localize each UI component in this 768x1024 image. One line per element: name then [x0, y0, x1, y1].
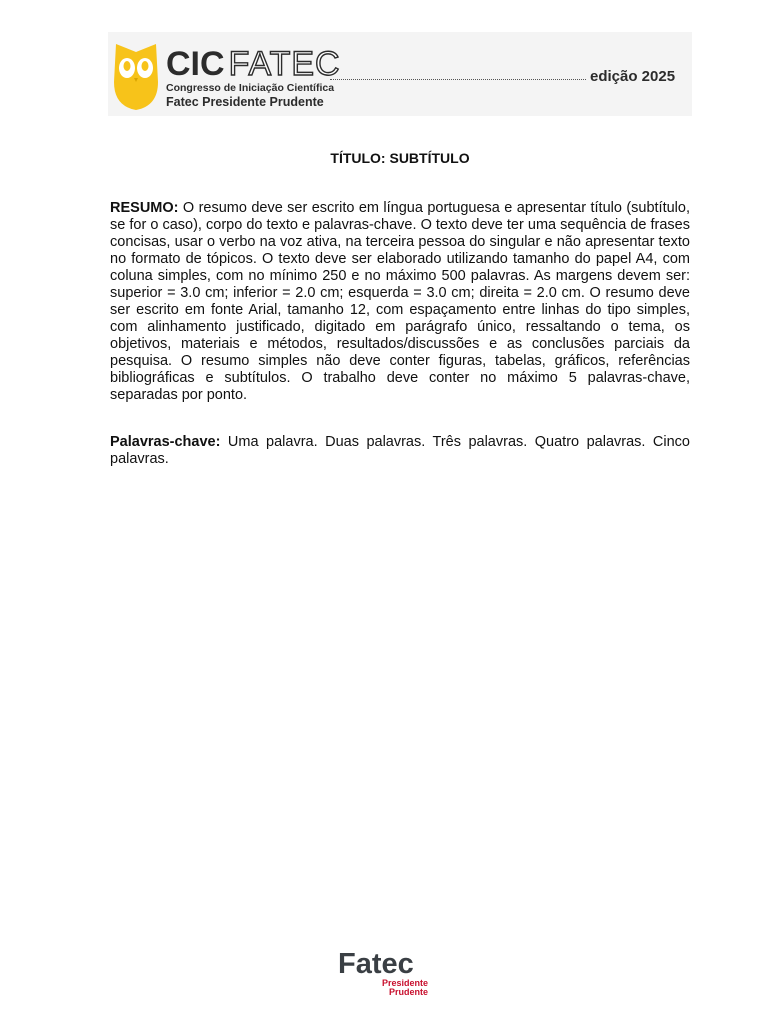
- institution-name: Fatec Presidente Prudente: [166, 95, 324, 109]
- header-divider: [330, 79, 586, 80]
- footer-city-line1: Presidente: [381, 978, 428, 988]
- keywords-text: Uma palavra. Duas palavras. Três palavras. Quatro palavras. Cinco palavras.: [110, 434, 690, 467]
- footer-city-line2: Prudente: [388, 987, 428, 997]
- keywords-paragraph: [110, 434, 690, 468]
- footer-logo-text: Fatec: [338, 948, 414, 980]
- congress-name: Congresso de Iniciação Científica: [166, 82, 335, 94]
- brand-fatec: FATEC: [228, 45, 341, 83]
- abstract-label: RESUMO:: [110, 200, 179, 216]
- footer-logo: [338, 948, 434, 998]
- keywords-label: Palavras-chave:: [110, 434, 221, 450]
- header-banner: [108, 32, 692, 116]
- owl-icon: [112, 42, 160, 112]
- document-title: TÍTULO: SUBTÍTULO: [330, 150, 470, 166]
- brand-wordmark: [166, 46, 341, 82]
- edition-label: edição 2025: [590, 68, 676, 85]
- abstract-text: O resumo deve ser escrito em língua portuguesa e apresentar título (subtítulo, se for o caso), corpo do texto e palavras-chave. O texto deve ter uma sequência de frases concisas, usar o verbo na voz ativa, na terceira pessoa do singular e não apresentar texto no formato de tópicos. O texto deve ser elaborado utilizando tamanho do papel A4, com coluna simples, com no mínimo 250 e no máximo 500 palavras. As margens devem ser: superior = 3.0 cm; inferior = 2.0 cm; esquerda = 3.0 cm; direita = 2.0 cm. O resumo deve ser escrito em fonte Arial, tamanho 12, com espaçamento entre linhas do tipo simples, com alinhamento justificado, digitado em parágrafo único, ressaltando o tema, os objetivos, materiais e métodos, resultados/discussões e as conclusões parciais da pesquisa. O resumo simples não deve conter figuras, tabelas, gráficos, referências bibliográficas e subtítulos. O trabalho deve conter no máximo 5 palavras-chave, separadas por ponto.: [110, 200, 690, 403]
- brand-cic: CIC: [166, 45, 225, 83]
- abstract-paragraph: [110, 200, 690, 404]
